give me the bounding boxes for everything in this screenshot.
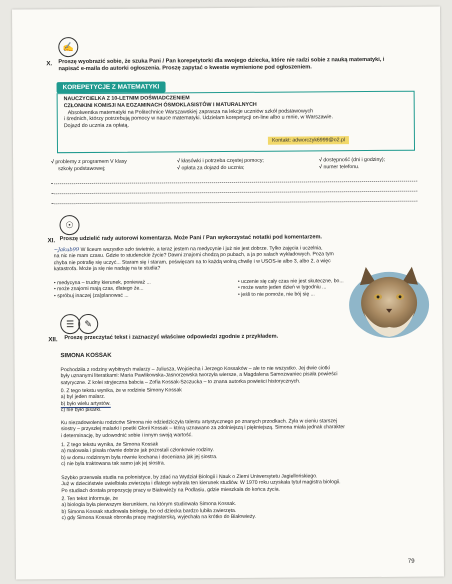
question-group-2: √ kłasówki i potrzeba częstej pomocy; √ opłata za dojazd do ucznia;	[177, 157, 264, 171]
task-x-number: X.	[46, 60, 53, 68]
writing-hand-icon: ✍	[58, 37, 78, 57]
textbook-page	[12, 7, 444, 580]
option-c[interactable]: c) nie była traktowana tak samo jak jej siostra.	[61, 460, 166, 468]
option-a[interactable]: a) malowała i pisała równie dobrze jak pozostali członkowie rodziny.	[61, 447, 214, 455]
option-c[interactable]: c) gdy Simona Kossak obroniła pracę magisterską, wyjechała na krótko do Białowieży.	[61, 514, 257, 522]
pencil-icon: ✎	[78, 314, 98, 334]
question-group-1: √ problemy z programem V klasy szkoły podstawowej;	[51, 158, 127, 172]
ad-line-3: Dojazd do ucznia za opłatą.	[63, 122, 129, 130]
check-icon: √	[177, 164, 181, 171]
reading-para-1: Pochodziła z rodziny wybitnych malarzy – Juliusza, Wojciecha i Jerzego Kossaków – ale to nie wszystko. Jej dwie ciotki były uznanymi literatkami: Maria Pawlikowska-Jasnorzewska tworzyła wiersze, a Magdalena Samozwaniec pisała powieści satyryczne. Z kolei stryjeczna babcia – Zofia Kossak-Szczucka – to znana autorka powieści historycznych.	[60, 365, 338, 386]
task-x-instruction: Proszę wyobrazić sobie, że szuka Pani / Pan korepetytorki dla swojego dziecka, które nie radzi sobie z nauką matematyki, i napisać e-maila do autorki ogłoszenia. Proszę zapytać o kwestie wymienione pod ogłoszeniem.	[58, 56, 385, 73]
answer-line[interactable]	[51, 191, 417, 195]
notes-right: • uczenie się cały czas nie jest skuteczne, bo... • może warto jeden dzień w tygodniu ... • jeśli to nie pomoże, nie bój się ...	[237, 278, 344, 298]
question-0: 0. Z tego tekstu wynika, że w rodzinie Simony Kossak a) byl jeden malarz. b) było wielu artystów. c) nie było pisarki.	[61, 386, 433, 414]
task-xi-instruction: Proszę udzielić rady autorowi komentarza. Może Pani / Pan wykorzystać notatki pod komentarzem.	[59, 234, 322, 243]
lynx-photo	[346, 265, 433, 340]
answer-line[interactable]	[51, 181, 417, 185]
reading-para-2: Ku niezadowoleniu rodziców Simona nie odziedziczyła talentu artystycznego po znanych przodkach. Żyła w cieniu starszej siostry – przyszłej malarki i poetki Glorii Kossak – którą uznawano za zdolniejszą i piękniejszą. Simona miała jednak charakter i determinację, by udowodnić sobie i innym swoją wartość.	[60, 418, 345, 439]
check-icon: √	[51, 159, 54, 166]
answer-line[interactable]	[51, 201, 417, 205]
option-b-selected[interactable]: b) było wielu artystów.	[60, 400, 111, 407]
ad-contact: Kontakt: adworczyk6999@o2.pl	[268, 136, 349, 145]
question-2: 2. Ten tekst informuje, że a) biologia była pierwszym kierunkiem, na którym studiowała Simona Kossak. b) Simona Kossak studiowała biologię, bo od dziecka bardzo lubiła zwierzęta. c) gdy Simona Kossak obroniła pracę magisterską, wyjechała na krótko do Białowieży.	[61, 494, 433, 522]
question-1: 1. Z tego tekstu wynika, że Simona Kossak a) malowała i pisała równie dobrze jak pozostali członkowie rodziny. b) w domu rodzinnym była równie kochana i doceniana jak jej siostra. c) nie była traktowana tak samo jak jej siostra.	[61, 440, 433, 468]
option-a[interactable]: a) biologia była pierwszym kierunkiem, na którym studiowała Simona Kossak.	[61, 501, 237, 509]
page-number: 79	[407, 558, 415, 565]
reading-para-3: Szybko przerwała studia na polonistyce, by zdać na Wydział Biologii i Nauk o Ziemi Uniwersytetu Jagiellońskiego. Już w dzieciństwie uwielbiała zwierzęta i dlatego wybrała ten kierunek studiów. W 1970 roku uzyskała tytuł magistra biologii. Po studiach dostała propozycję pracy w Białowieży na Podlasiu, gdzie mieszkała do końca życia.	[61, 473, 341, 494]
question-group-3: √ dostępność (dni i godziny); √ numer telefonu.	[319, 156, 386, 170]
speech-bubble-icon: ☉	[59, 215, 79, 235]
task-xii-number: XII.	[48, 336, 58, 344]
check-icon: √	[319, 157, 322, 164]
comment-signature: ~Jakub99	[53, 247, 80, 254]
ad-heading-1: NAUCZYCIELKA Z 10-LETNIM DOŚWIADCZENIEM	[63, 95, 190, 103]
option-a[interactable]: a) byl jeden malarz.	[60, 394, 106, 401]
ad-line-2: i średnich, którzy potrzebują pomocy w nauce matematyki. Udzielam korepetycji on-line albo u mnie, w Warszawie.	[63, 114, 333, 123]
option-b[interactable]: b) Simona Kossak studiowała biologię, bo od dziecka bardzo lubiła zwierzęta.	[61, 507, 237, 515]
ad-heading-2: CZŁONKINI KOMISJI NA EGZAMINACH ÓSMOKLASISTÓW I MATURALNYCH	[63, 101, 257, 109]
book-icon: ☰	[60, 314, 80, 334]
check-icon: √	[319, 163, 323, 170]
ad-box	[57, 91, 415, 153]
notes-left: • medycyna – trudny kierunek, ponieważ ... • może znajomi mają czas, dlatego że... • spróbuj inaczej (za)planować ...	[53, 279, 151, 300]
ad-banner: KOREPETYCJE Z MATEMATYKI	[57, 81, 166, 93]
check-icon: √	[177, 158, 180, 165]
comment-block: ~Jakub99 W liceum wszystko szło świetnie, a teraz jestem na medycynie i już nie jest dobrze. Tylko zajęcia i uczelnia, na nic nie mam czasu. Gdzie to studenckie życie? Dawni znajomi chodzą po pubach, a ja po salach wykładowych. Poza tym chyba nie potrafię się uczyć... Staram się i staram, poświęcam na to każdą wolną chwilę i w USOS-ie albo 3, albo 2, a więc katastrofa. Może ja się nie nadaję na te studia?	[53, 245, 334, 273]
task-xi-number: XI.	[47, 237, 56, 245]
article-title: SIMONA KOSSAK	[60, 352, 112, 360]
ad-line-1: Absolwentka matematyki na Politechnice Warszawskiej zaprasza na lekcje uczniów szkół podstawowych	[67, 107, 314, 116]
option-c[interactable]: c) nie było pisarki.	[60, 407, 102, 414]
task-xii-instruction: Proszę przeczytać tekst i zaznaczyć właściwe odpowiedzi zgodnie z przykładem.	[64, 333, 279, 342]
option-b[interactable]: b) w domu rodzinnym była równie kochana i doceniana jak jej siostra.	[61, 453, 218, 461]
